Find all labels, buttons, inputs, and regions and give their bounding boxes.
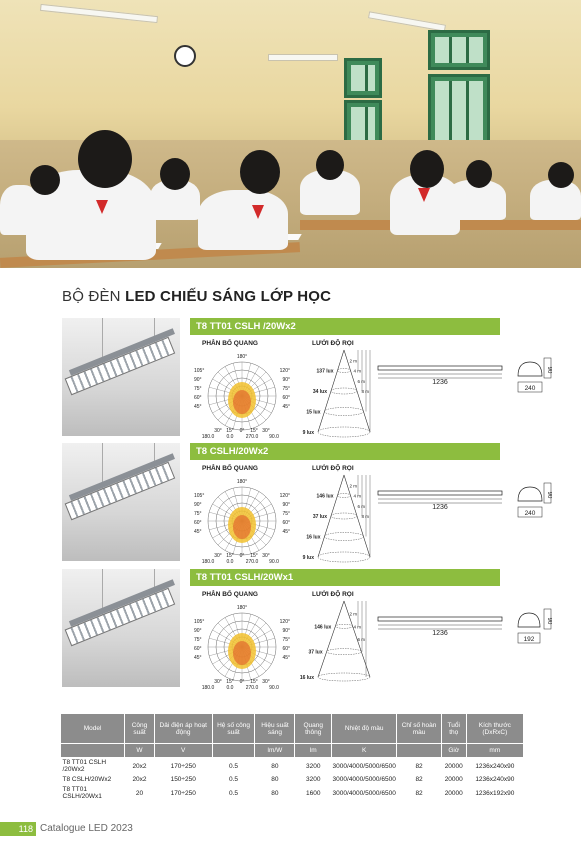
- distribution-label: PHÂN BỐ QUANG: [202, 465, 258, 472]
- student: [466, 160, 492, 188]
- table-cell: 3200: [306, 776, 321, 783]
- illuminance-label: LƯỚI ĐỘ RỌI: [312, 340, 354, 347]
- polar-angle-label: 90°: [282, 628, 290, 634]
- height-label: 2 m: [349, 483, 357, 489]
- polar-value-label: 180.0: [201, 434, 215, 438]
- polar-angle-label: 60°: [194, 646, 202, 652]
- table-unit: lm: [295, 744, 332, 758]
- depth-label: 90: [546, 617, 552, 625]
- table-cell: 80: [271, 762, 279, 770]
- table-cell: 82: [415, 789, 423, 797]
- polar-distribution-chart: [194, 599, 290, 689]
- table-cell: 0.5: [229, 789, 239, 797]
- wall-clock: [174, 45, 196, 67]
- illuminance-label: LƯỚI ĐỘ RỌI: [312, 465, 354, 472]
- polar-angle-label: 30°: [214, 553, 222, 559]
- polar-angle-label: 75°: [282, 637, 290, 643]
- polar-angle-label: 90°: [282, 502, 290, 508]
- table-row: [61, 758, 524, 775]
- table-header: Model: [61, 714, 125, 744]
- polar-angle-label: 45°: [282, 655, 290, 661]
- polar-value-label: 90.0: [269, 434, 279, 438]
- width-label: 240: [524, 385, 536, 392]
- table-cell: 1236x240x90: [475, 762, 515, 770]
- height-label: 2 m: [349, 611, 357, 617]
- polar-value-label: 0.0: [226, 434, 234, 438]
- student: [240, 150, 280, 194]
- section-title-bold: LED CHIẾU SÁNG LỚP HỌC: [125, 288, 332, 305]
- polar-value-label: 180.0: [201, 685, 215, 689]
- table-header: Công suất: [125, 714, 155, 744]
- length-label: 1236: [432, 630, 448, 637]
- polar-value-label: 270.0: [245, 685, 259, 689]
- table-header: Tuổi thọ: [441, 714, 466, 744]
- table-cell: 20x2: [132, 762, 147, 770]
- polar-value-label: 180.0: [201, 559, 215, 563]
- lux-label: 9 lux: [302, 430, 314, 436]
- table-cell: 1236x192x90: [475, 789, 515, 797]
- polar-angle-label: 15°: [250, 553, 258, 559]
- illuminance-level: [331, 513, 357, 519]
- product-name: T8 CSLH/20Wx2: [190, 443, 500, 460]
- polar-angle-label: 75°: [282, 511, 290, 517]
- table-cell: 0.5: [229, 762, 239, 770]
- length-label: 1236: [432, 379, 448, 386]
- window: [344, 58, 382, 98]
- student: [548, 162, 574, 188]
- table-cell: 150÷250: [170, 776, 196, 783]
- product-photo: [62, 318, 180, 436]
- polar-top-angle: 180°: [236, 354, 248, 360]
- table-header: Chỉ số hoàn màu: [397, 714, 441, 744]
- table-cell: 20000: [444, 762, 463, 770]
- fixture-side-view: [378, 366, 502, 370]
- polar-angle-label: 60°: [194, 520, 202, 526]
- red-scarf: [252, 205, 264, 219]
- student: [30, 165, 60, 195]
- fixture-end-view: [518, 613, 540, 627]
- dimension-drawing: [372, 605, 552, 665]
- table-cell: 82: [415, 776, 423, 783]
- polar-angle-label: 90°: [194, 502, 202, 508]
- product-block: [62, 569, 552, 689]
- lux-label: 34 lux: [312, 389, 327, 395]
- table-unit: mm: [466, 744, 523, 758]
- red-scarf: [418, 188, 430, 202]
- lux-label: 15 lux: [306, 409, 321, 416]
- catalog-name: Catalogue LED 2023: [40, 823, 133, 834]
- table-header: Dải điện áp hoạt động: [154, 714, 212, 744]
- height-label: 6 m: [357, 637, 365, 642]
- table-unit: Giờ: [441, 744, 466, 758]
- illuminance-level: [335, 624, 352, 628]
- polar-value-label: 0.0: [226, 559, 234, 563]
- illuminance-level: [318, 552, 370, 562]
- lux-label: 137 lux: [316, 368, 334, 375]
- lux-label: 9 lux: [302, 555, 314, 561]
- fixture-side-view: [378, 617, 502, 621]
- table-unit: [212, 744, 255, 758]
- polar-angle-label: 75°: [194, 511, 202, 517]
- polar-angle-label: 120°: [279, 493, 290, 499]
- table-row: [61, 785, 524, 801]
- polar-angle-label: 90°: [282, 377, 290, 383]
- polar-angle-label: 45°: [194, 529, 202, 535]
- height-label: 4 m: [353, 624, 361, 630]
- distribution-label: PHÂN BỐ QUANG: [202, 591, 258, 598]
- red-scarf: [96, 200, 108, 214]
- lux-label: 146 lux: [314, 624, 332, 631]
- table-cell: 3000/4000/5000/6500: [332, 762, 396, 770]
- dimension-drawing: [372, 479, 552, 539]
- section-title-prefix: BỘ ĐÈN: [62, 288, 126, 305]
- polar-angle-label: 15°: [250, 428, 258, 434]
- polar-distribution-chart: [194, 473, 290, 563]
- polar-value-label: 0.0: [226, 685, 234, 689]
- illuminance-cone-chart: [288, 346, 378, 438]
- illuminance-cone-chart: [288, 597, 378, 689]
- fixture-side-view: [378, 491, 502, 495]
- lux-label: 37 lux: [308, 649, 323, 656]
- product-photo: [62, 443, 180, 561]
- light-distribution-curve-inner: [233, 390, 251, 414]
- table-cell: 1236x240x90: [475, 776, 515, 783]
- polar-angle-label: 105°: [194, 493, 205, 499]
- table-cell: 3000/4000/5000/6500: [332, 789, 396, 797]
- lux-label: 146 lux: [316, 493, 334, 500]
- ceiling-light: [368, 11, 446, 31]
- polar-angle-label: 60°: [282, 646, 290, 652]
- height-label: 8 m: [361, 514, 369, 519]
- product-photo: [62, 569, 180, 687]
- table-row: [61, 774, 524, 785]
- width-label: 192: [523, 636, 535, 643]
- light-distribution-curve-inner: [233, 515, 251, 539]
- table-header: Nhiệt độ màu: [332, 714, 397, 744]
- polar-top-angle: 180°: [236, 479, 248, 485]
- polar-angle-label: 30°: [262, 428, 270, 434]
- table-unit: lm/W: [255, 744, 295, 758]
- polar-angle-label: 30°: [214, 679, 222, 685]
- polar-angle-label: 0°: [239, 428, 245, 434]
- lux-label: 16 lux: [306, 534, 321, 541]
- polar-distribution-chart: [194, 348, 290, 438]
- student: [410, 150, 444, 188]
- product-block: [62, 318, 552, 438]
- table-cell: T8 TT01 CSLH /20Wx2: [62, 759, 107, 773]
- polar-angle-label: 30°: [214, 428, 222, 434]
- dimension-drawing: [372, 354, 552, 414]
- polar-value-label: 90.0: [269, 685, 279, 689]
- table-cell: T8 TT01 CSLH/20Wx1: [62, 786, 102, 800]
- light-distribution-curve-inner: [233, 641, 251, 665]
- height-label: 4 m: [353, 493, 361, 499]
- student: [160, 158, 190, 190]
- table-header: Hiệu suất sáng: [255, 714, 295, 744]
- height-label: 8 m: [361, 389, 369, 394]
- polar-angle-label: 60°: [282, 395, 290, 401]
- spec-table: [60, 713, 524, 801]
- table-cell: 170÷250: [170, 789, 196, 797]
- length-label: 1236: [432, 504, 448, 511]
- student: [316, 150, 344, 180]
- product-block: [62, 443, 552, 563]
- illuminance-level: [325, 408, 364, 416]
- illuminance-level: [338, 369, 351, 373]
- table-cell: 1600: [306, 789, 321, 797]
- table-cell: 3200: [306, 762, 321, 770]
- polar-angle-label: 120°: [279, 619, 290, 625]
- polar-angle-label: 30°: [262, 679, 270, 685]
- table-cell: 170÷250: [170, 762, 196, 770]
- lux-label: 16 lux: [299, 675, 314, 681]
- table-cell: T8 CSLH/20Wx2: [62, 776, 112, 783]
- polar-angle-label: 75°: [194, 637, 202, 643]
- illuminance-level: [331, 388, 357, 394]
- polar-angle-label: 45°: [282, 529, 290, 535]
- height-label: 6 m: [357, 378, 365, 384]
- student: [198, 190, 288, 250]
- polar-angle-label: 15°: [226, 428, 234, 434]
- height-label: 4 m: [353, 368, 361, 374]
- polar-angle-label: 15°: [250, 679, 258, 685]
- fixture-end-view: [518, 362, 542, 376]
- illuminance-cone-chart: [288, 471, 378, 563]
- table-unit: K: [332, 744, 397, 758]
- illuminance-level: [325, 533, 364, 541]
- polar-angle-label: 60°: [194, 395, 202, 401]
- window: [428, 30, 490, 70]
- table-unit: V: [154, 744, 212, 758]
- table-cell: 20000: [444, 776, 463, 783]
- table-unit: W: [125, 744, 155, 758]
- depth-label: 90: [546, 366, 552, 374]
- polar-value-label: 270.0: [245, 434, 259, 438]
- polar-angle-label: 90°: [194, 628, 202, 634]
- student: [78, 130, 132, 188]
- polar-angle-label: 75°: [194, 386, 202, 392]
- table-cell: 80: [271, 776, 279, 783]
- table-cell: 3000/4000/5000/6500: [332, 776, 396, 783]
- table-header: Quang thông: [295, 714, 332, 744]
- page-number: 118: [0, 822, 36, 836]
- polar-angle-label: 0°: [239, 553, 245, 559]
- polar-angle-label: 0°: [239, 679, 245, 685]
- table-header: Hệ số công suất: [212, 714, 255, 744]
- table-unit: [397, 744, 441, 758]
- polar-angle-label: 105°: [194, 619, 205, 625]
- lux-label: 37 lux: [312, 514, 327, 520]
- section-title: [62, 288, 331, 305]
- table-unit: [61, 744, 125, 758]
- footer: [0, 822, 200, 836]
- table-cell: 20: [135, 789, 144, 797]
- student: [0, 185, 40, 235]
- classroom-photo: [0, 0, 581, 268]
- illuminance-level: [318, 673, 370, 681]
- ceiling-light: [40, 4, 158, 23]
- height-label: 2 m: [349, 358, 357, 364]
- ceiling-light: [268, 54, 338, 61]
- polar-angle-label: 45°: [282, 404, 290, 410]
- polar-angle-label: 75°: [282, 386, 290, 392]
- illuminance-label: LƯỚI ĐỘ RỌI: [312, 591, 354, 598]
- table-cell: 0.5: [229, 776, 239, 783]
- polar-angle-label: 45°: [194, 404, 202, 410]
- polar-angle-label: 30°: [262, 553, 270, 559]
- polar-angle-label: 90°: [194, 377, 202, 383]
- distribution-label: PHÂN BỐ QUANG: [202, 340, 258, 347]
- polar-angle-label: 105°: [194, 368, 205, 374]
- product-name: T8 TT01 CSLH /20Wx2: [190, 318, 500, 335]
- polar-angle-label: 60°: [282, 520, 290, 526]
- polar-value-label: 90.0: [269, 559, 279, 563]
- polar-angle-label: 15°: [226, 553, 234, 559]
- illuminance-level: [318, 427, 370, 437]
- polar-angle-label: 45°: [194, 655, 202, 661]
- illuminance-level: [338, 494, 351, 498]
- table-cell: 20000: [444, 789, 463, 797]
- product-name: T8 TT01 CSLH/20Wx1: [190, 569, 500, 586]
- width-label: 240: [524, 510, 536, 517]
- table-cell: 80: [271, 789, 279, 797]
- table-header: Kích thước (DxRxC): [466, 714, 523, 744]
- fixture-end-view: [518, 487, 542, 501]
- height-label: 6 m: [357, 503, 365, 509]
- polar-angle-label: 15°: [226, 679, 234, 685]
- table-cell: 82: [415, 762, 423, 770]
- polar-angle-label: 120°: [279, 368, 290, 374]
- polar-top-angle: 180°: [236, 605, 248, 611]
- depth-label: 90: [546, 491, 552, 499]
- polar-value-label: 270.0: [245, 559, 259, 563]
- illuminance-level: [327, 649, 362, 655]
- table-cell: 20x2: [132, 776, 147, 783]
